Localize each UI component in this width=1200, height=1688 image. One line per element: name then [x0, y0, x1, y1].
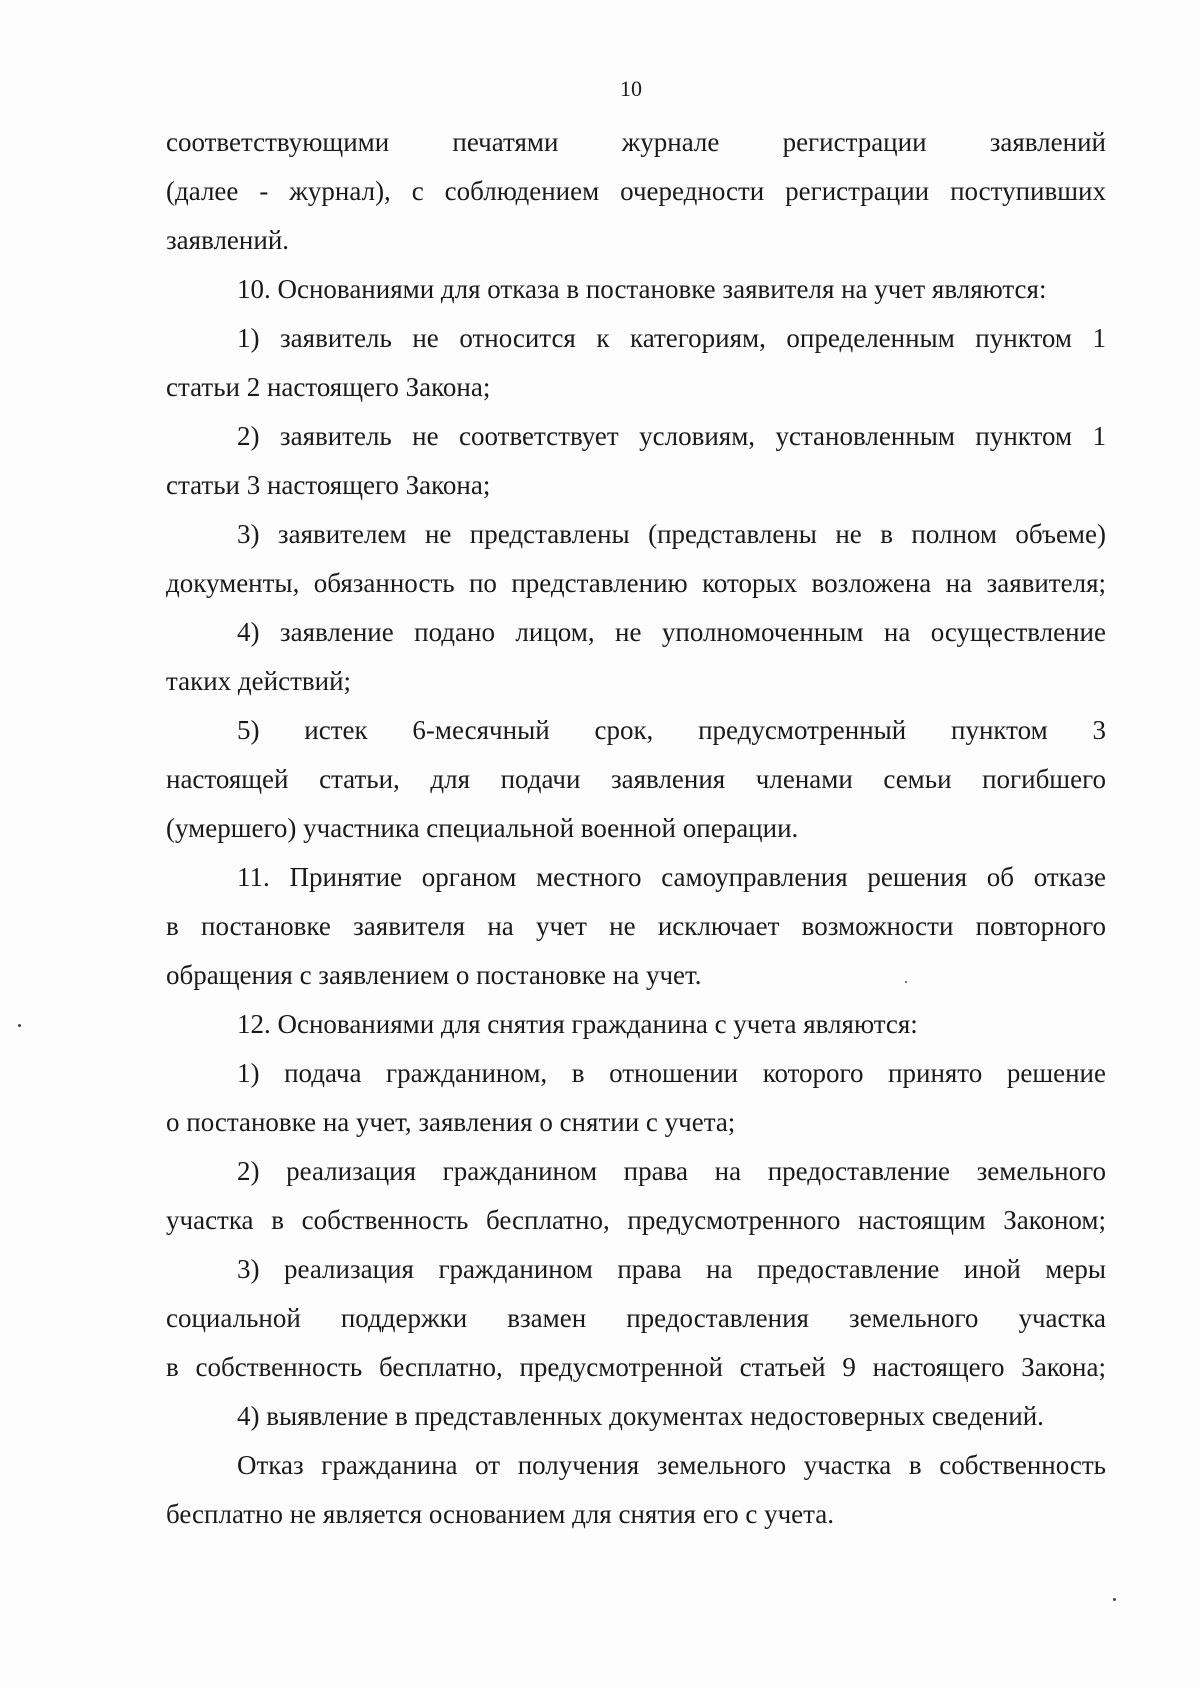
text-line: участка в собственность бесплатно, предусмотренного настоящим Законом; [166, 1205, 1106, 1235]
text-line: 4) выявление в представленных документах недостоверных сведений. [237, 1401, 1044, 1431]
text-line: в собственность бесплатно, предусмотренной статьей 9 настоящего Закона; [166, 1352, 1106, 1382]
text-line: 4) заявление подано лицом, не уполномоченным на осуществление [237, 617, 1106, 647]
text-line: документы, обязанность по представлению которых возложена на заявителя; [166, 568, 1106, 598]
scan-speck [1113, 1598, 1116, 1601]
text-line: заявлений. [166, 225, 290, 255]
text-line: социальной поддержки взамен предоставления земельного участка [166, 1303, 1106, 1333]
text-line: Отказ гражданина от получения земельного участка в собственность [237, 1450, 1106, 1480]
text-line: соответствующими печатями журнале регистрации заявлений [166, 127, 1106, 157]
text-line: 2) реализация гражданином права на предоставление земельного [237, 1156, 1106, 1186]
text-line: обращения с заявлением о постановке на учет. [166, 960, 702, 990]
scan-speck [18, 1024, 21, 1027]
text-line: 1) заявитель не относится к категориям, определенным пунктом 1 [237, 323, 1106, 353]
text-line: 10. Основаниями для отказа в постановке заявителя на учет являются: [237, 274, 1047, 304]
text-line: 1) подача гражданином, в отношении которого принято решение [237, 1058, 1106, 1088]
text-line: в постановке заявителя на учет не исключает возможности повторного [166, 911, 1106, 941]
text-line: 3) реализация гражданином права на предоставление иной меры [237, 1254, 1106, 1284]
text-line: 12. Основаниями для снятия гражданина с учета являются: [237, 1009, 918, 1039]
text-line: 3) заявителем не представлены (представлены не в полном объеме) [237, 519, 1106, 549]
text-line: 2) заявитель не соответствует условиям, установленным пунктом 1 [237, 421, 1106, 451]
text-line: бесплатно не является основанием для снятия его с учета. [166, 1499, 835, 1529]
text-line: настоящей статьи, для подачи заявления членами семьи погибшего [166, 764, 1106, 794]
text-line: статьи 2 настоящего Закона; [166, 372, 491, 402]
text-line: (умершего) участника специальной военной операции. [166, 813, 799, 843]
text-line: таких действий; [166, 666, 352, 696]
scan-speck [905, 981, 907, 983]
text-line: статьи 3 настоящего Закона; [166, 470, 491, 500]
text-line: (далее - журнал), с соблюдением очередности регистрации поступивших [166, 176, 1106, 206]
text-line: 11. Принятие органом местного самоуправления решения об отказе [237, 862, 1106, 892]
document-body [166, 118, 1106, 1539]
page-number: 10 [620, 76, 642, 101]
text-line: о постановке на учет, заявления о снятии с учета; [166, 1107, 736, 1137]
text-line: 5) истек 6-месячный срок, предусмотренный пунктом 3 [237, 715, 1106, 745]
